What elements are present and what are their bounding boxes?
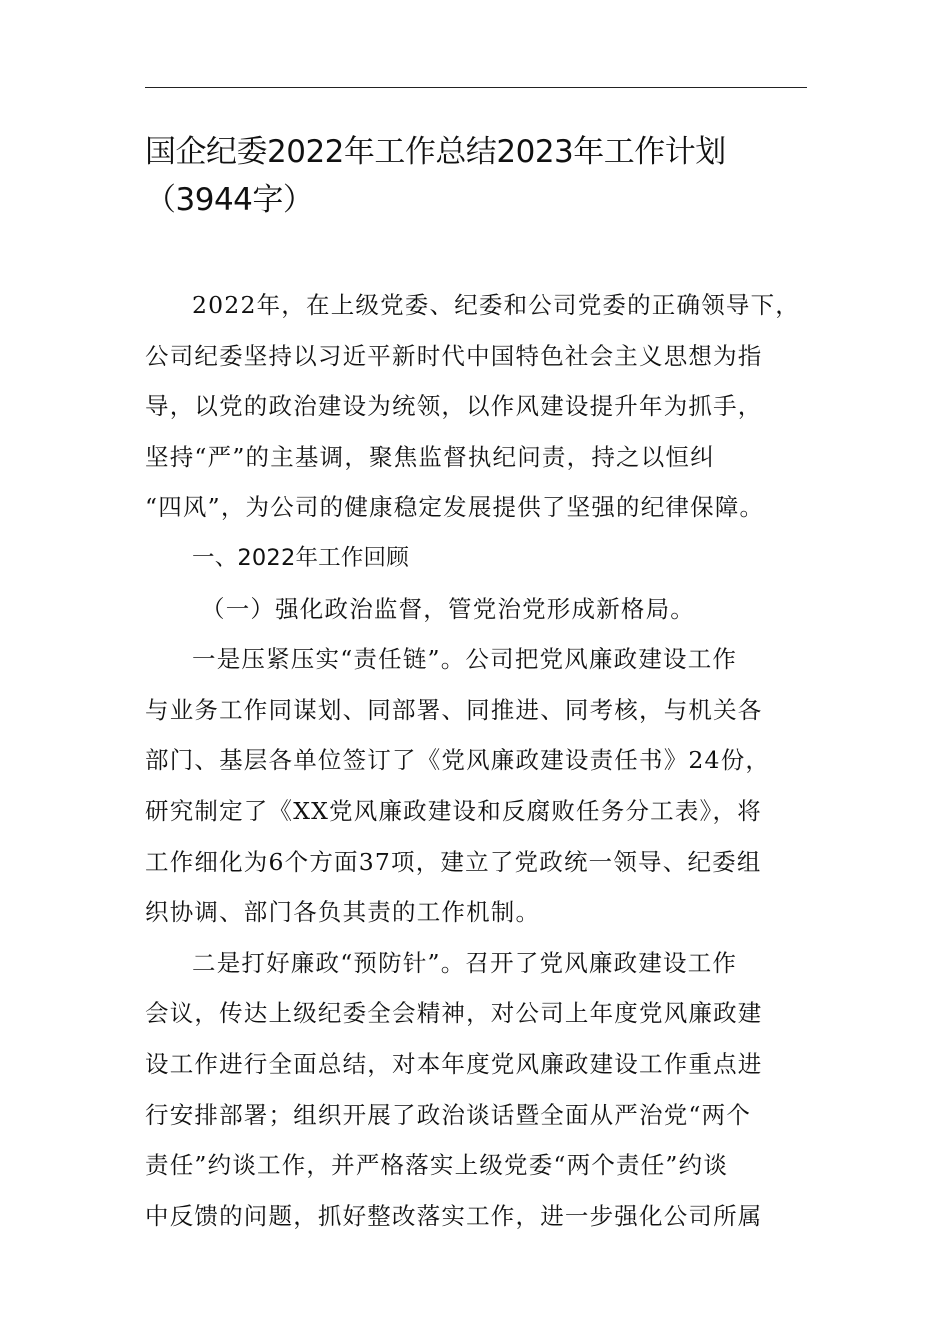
intro-line: 坚持“严”的主基调，聚焦监督执纪问责，持之以恒纠 [145, 442, 715, 471]
intro-line: “四风”，为公司的健康稳定发展提供了坚强的纪律保障。 [145, 493, 765, 522]
header-rule [145, 87, 807, 88]
title-line: （3944字） [145, 182, 314, 218]
paragraph-line: 与业务工作同谋划、同部署、同推进、同考核，与机关各 [145, 695, 763, 724]
intro-line: 2022年，在上级党委、纪委和公司党委的正确领导下， [192, 291, 801, 319]
paragraph-line: 研究制定了《XX党风廉政建设和反腐败任务分工表》，将 [145, 796, 762, 825]
paragraph-line: 中反馈的问题，抓好整改落实工作，进一步强化公司所属 [145, 1201, 763, 1230]
paragraph-line: 行安排部署；组织开展了政治谈话暨全面从严治党“两个 [145, 1100, 752, 1129]
paragraph-line: 责任”约谈工作，并严格落实上级党委“两个责任”约谈 [145, 1151, 729, 1180]
paragraph-line: 设工作进行全面总结，对本年度党风廉政建设工作重点进 [145, 1049, 763, 1078]
title-line: 国企纪委2022年工作总结2023年工作计划 [145, 134, 726, 170]
paragraph-line: 一是压紧压实“责任链”。公司把党风廉政建设工作 [192, 645, 738, 674]
intro-line: 导，以党的政治建设为统领，以作风建设提升年为抓手， [145, 392, 763, 421]
section-heading: 一、2022年工作回顾 [192, 544, 409, 571]
intro-line: 公司纪委坚持以习近平新时代中国特色社会主义思想为指 [145, 341, 763, 370]
paragraph-line: 织协调、部门各负其责的工作机制。 [145, 898, 541, 927]
paragraph-line: 会议，传达上级纪委全会精神，对公司上年度党风廉政建 [145, 999, 763, 1028]
document-title [145, 128, 807, 224]
paragraph-line: 工作细化为6个方面37项，建立了党政统一领导、纪委组 [145, 847, 762, 876]
subsection-heading: （一）强化政治监督，管党治党形成新格局。 [201, 594, 695, 623]
document-body [145, 280, 807, 1241]
paragraph-line: 二是打好廉政“预防针”。召开了党风廉政建设工作 [192, 948, 738, 977]
paragraph-line: 部门、基层各单位签订了《党风廉政建设责任书》24份， [145, 746, 771, 775]
